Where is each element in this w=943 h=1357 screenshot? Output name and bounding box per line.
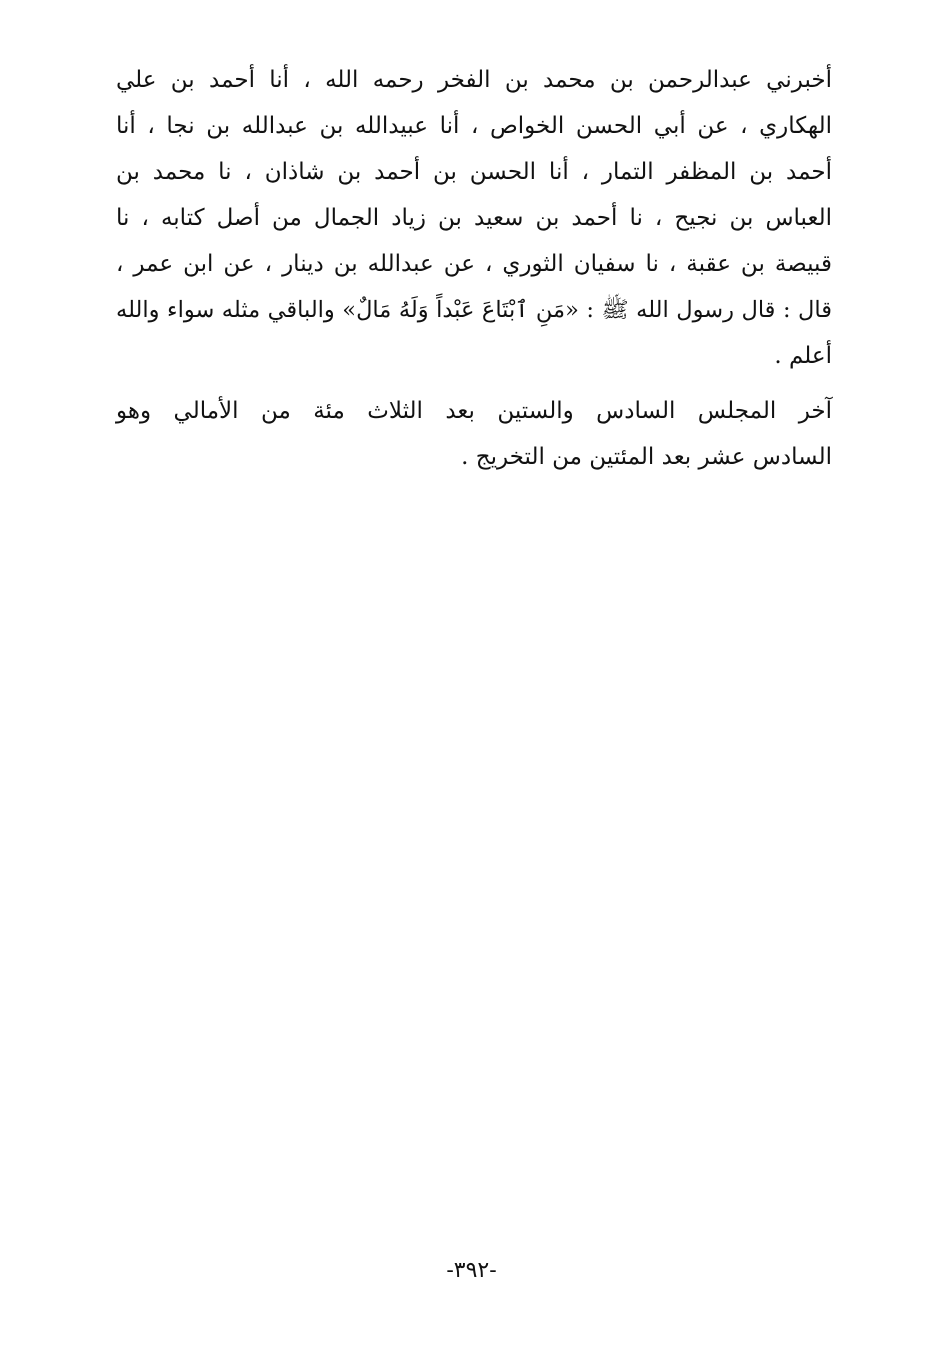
text-line: الهكاري ، عن أبي الحسن الخواص ، أنا عبيدالله بن عبدالله بن نجا ، أنا [116,113,832,139]
text-line: قال : قال رسول الله ﷺ : «مَنِ ٱبْتَاعَ عَبْداً وَلَهُ مَالٌ» والباقي مثله سواء والله [116,297,832,323]
text-line: العباس بن نجيح ، نا أحمد بن سعيد بن زياد الجمال من أصل كتابه ، نا [116,205,832,231]
text-line: السادس عشر بعد المئتين من التخريج . [461,444,832,470]
text-line: آخر المجلس السادس والستين بعد الثلاث مئة من الأمالي وهو [116,398,832,424]
paragraph-session-end [116,388,832,480]
text-line: أعلم . [774,343,832,369]
page-number: -٣٩٢- [446,1258,497,1283]
text-line: أخبرني عبدالرحمن بن محمد بن الفخر رحمه الله ، أنا أحمد بن علي [116,67,832,93]
text-line: قبيصة بن عقبة ، نا سفيان الثوري ، عن عبدالله بن دينار ، عن ابن عمر ، [116,251,832,277]
paragraph-hadith-chain [116,57,832,379]
text-line: أحمد بن المظفر التمار ، أنا الحسن بن أحمد بن شاذان ، نا محمد بن [116,159,832,185]
